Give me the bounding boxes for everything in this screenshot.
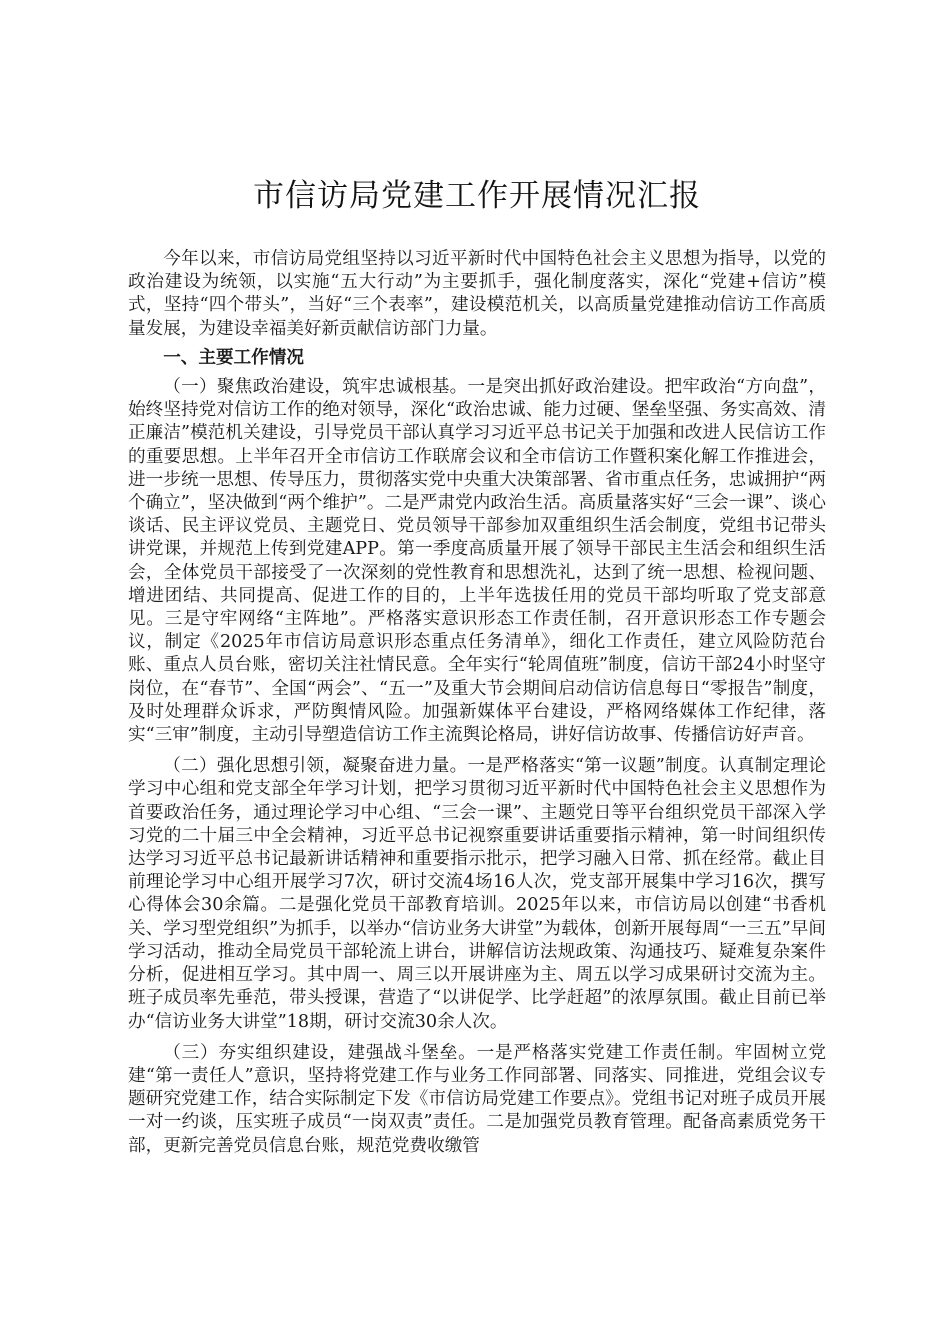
document-title: 市信访局党建工作开展情况汇报 <box>253 178 701 214</box>
section-heading-main-work: 一、主要工作情况 <box>163 347 304 368</box>
intro-paragraph: 今年以来，市信访局党组坚持以习近平新时代中国特色社会主义思想为指导，以党的政治建设为统领，以实施“五大行动”为主要抓手，强化制度落实，深化“党建+信访”模式，坚持“四个带头”，当好“三个表率”，建设模范机关，以高质量党建推动信访工作高质量发展，为建设幸福美好新贡献信访部门力量。 <box>128 249 826 339</box>
body-paragraph-ideological-guidance: （二）强化思想引领，凝聚奋进力量。一是严格落实“第一议题”制度。认真制定理论学习中心组和党支部全年学习计划，把学习贯彻习近平新时代中国特色社会主义思想作为首要政治任务，通过理论学习中心组、“三会一课”、主题党日等平台组织党员干部深入学习党的二十届三中全会精神，习近平总书记视察重要讲话重要指示精神，第一时间组织传达学习习近平总书记最新讲话精神和重要指示批示，把学习融入日常、抓在经常。截止目前理论学习中心组开展学习7次，研讨交流4场16人次，党支部开展集中学习16次，撰写心得体会30余篇。二是强化党员干部教育培训。2025年以来，市信访局以创建“书香机关、学习型党组织”为抓手，以举办“信访业务大讲堂”为载体，创新开展每周“一三五”早间学习活动，推动全局党员干部轮流上讲台，讲解信访法规政策、沟通技巧、疑难复杂案件分析，促进相互学习。其中周一、周三以开展讲座为主、周五以学习成果研讨交流为主。班子成员率先垂范，带头授课，营造了“以讲促学、比学赶超”的浓厚氛围。截止目前已举办“信访业务大讲堂”18期，研讨交流30余人次。 <box>128 756 826 1032</box>
body-paragraph-political-building: （一）聚焦政治建设，筑牢忠诚根基。一是突出抓好政治建设。把牢政治“方向盘”，始终坚持党对信访工作的绝对领导，深化“政治忠诚、能力过硬、堡垒坚强、务实高效、清正廉洁”模范机关建设，引导党员干部认真学习习近平总书记关于加强和改进人民信访工作的重要思想。上半年召开全市信访工作联席会议和全市信访工作暨积案化解工作推进会，进一步统一思想、传导压力，贯彻落实党中央重大决策部署、省市重点任务，忠诚拥护“两个确立”，坚决做到“两个维护”。二是严肃党内政治生活。高质量落实好“三会一课”、谈心谈话、民主评议党员、主题党日、党员领导干部参加双重组织生活会制度，党组书记带头讲党课，并规范上传到党建APP。第一季度高质量开展了领导干部民主生活会和组织生活会，全体党员干部接受了一次深刻的党性教育和思想洗礼，达到了统一思想、检视问题、增进团结、共同提高、促进工作的目的，上半年选拔任用的党员干部均听取了党支部意见。三是守牢网络“主阵地”。严格落实意识形态工作责任制，召开意识形态工作专题会议，制定《2025年市信访局意识形态重点任务清单》，细化工作责任，建立风险防范台账、重点人员台账，密切关注社情民意。全年实行“轮周值班”制度，信访干部24小时坚守岗位，在“春节”、全国“两会”、“五一”及重大节会期间启动信访信息每日“零报告”制度，及时处理群众诉求，严防舆情风险。加强新媒体平台建设，严格网络媒体工作纪律，落实“三审”制度，主动引导塑造信访工作主流舆论格局，讲好信访故事、传播信访好声音。 <box>128 377 826 746</box>
body-paragraph-organizational-building: （三）夯实组织建设，建强战斗堡垒。一是严格落实党建工作责任制。牢固树立党建“第一责任人”意识，坚持将党建工作与业务工作同部署、同落实、同推进，党组会议专题研究党建工作，结合实际制定下发《市信访局党建工作要点》。党组书记对班子成员开展一对一约谈，压实班子成员“一岗双责”责任。二是加强党员教育管理。配备高素质党务干部，更新完善党员信息台账，规范党费收缴管 <box>128 1042 826 1156</box>
